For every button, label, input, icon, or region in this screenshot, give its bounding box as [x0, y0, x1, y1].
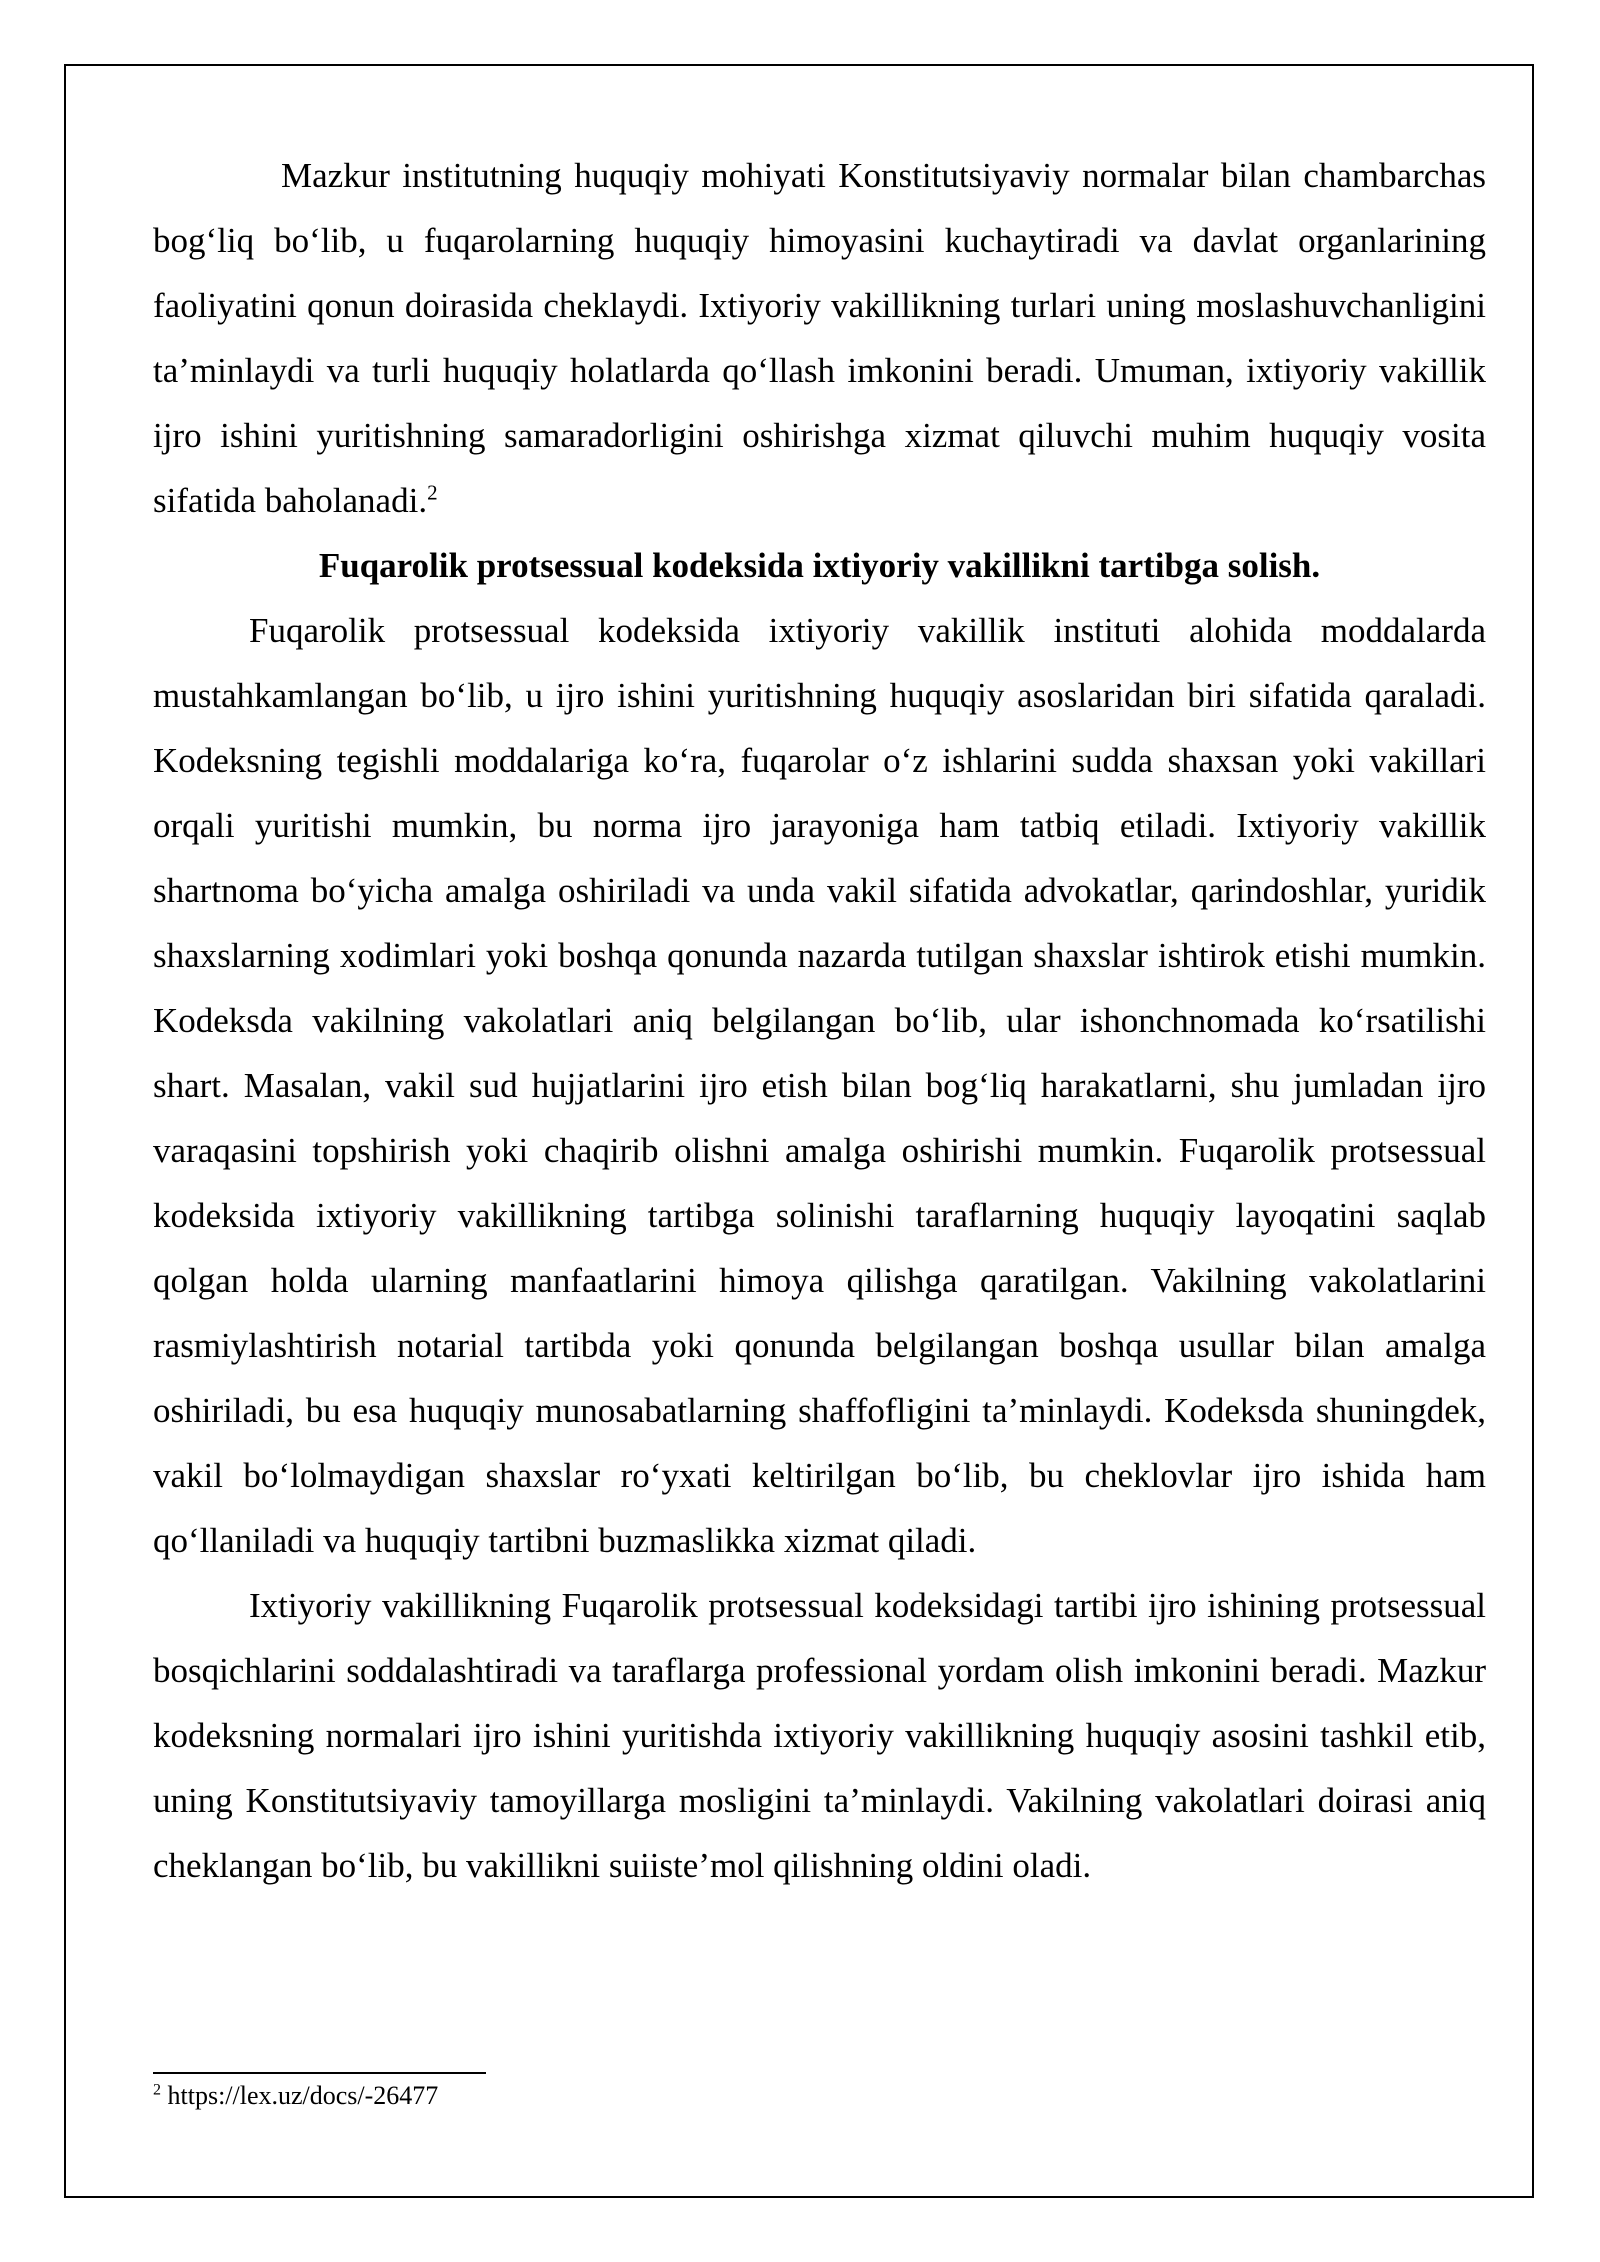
paragraph-2: Fuqarolik protsessual kodeksida ixtiyoriy vakillik instituti alohida moddalarda mustahkamlangan bo‘lib, u ijro ishini yuritishning huquqiy asoslaridan biri sifatida qaraladi. Kodeksning tegishli moddalariga ko‘ra, fuqarolar o‘z ishlarini sudda shaxsan yoki vakillari orqali yuritishi mumkin, bu norma ijro jarayoniga ham tatbiq etiladi. Ixtiyoriy vakillik shartnoma bo‘yicha amalga oshiriladi va unda vakil sifatida advokatlar, qarindoshlar, yuridik shaxslarning xodimlari yoki boshqa qonunda nazarda tutilgan shaxslar ishtirok etishi mumkin. Kodeksda vakilning vakolatlari aniq belgilangan bo‘lib, ular ishonchnomada ko‘rsatilishi shart. Masalan, vakil sud hujjatlarini ijro etish bilan bog‘liq harakatlarni, shu jumladan ijro varaqasini topshirish yoki chaqirib olishni amalga oshirishi mumkin. Fuqarolik protsessual kodeksida ixtiyoriy vakillikning tartibga solinishi taraflarning huquqiy layoqatini saqlab qolgan holda ularning manfaatlarini himoya qilishga qaratilgan. Vakilning vakolatlarini rasmiylashtirish notarial tartibda yoki qonunda belgilangan boshqa usullar bilan amalga oshiriladi, bu esa huquqiy munosabatlarning shaffofligini ta’minlaydi. Kodeksda shuningdek, vakil bo‘lolmaydigan shaxslar ro‘yxati keltirilgan bo‘lib, bu cheklovlar ijro ishida ham qo‘llaniladi va huquqiy tartibni buzmaslikka xizmat qiladi.: [153, 611, 1486, 1560]
paragraph-3: Ixtiyoriy vakillikning Fuqarolik protsessual kodeksidagi tartibi ijro ishining protsessual bosqichlarini soddalashtiradi va taraflarga professional yordam olish imkonini beradi. Mazkur kodeksning normalari ijro ishini yuritishda ixtiyoriy vakillikning huquqiy asosini tashkil etib, uning Konstitutsiyaviy tamoyillarga mosligini ta’minlaydi. Vakilning vakolatlari doirasi aniq cheklangan bo‘lib, bu vakillikni suiiste’mol qilishning oldini oladi.: [153, 1586, 1486, 1885]
footnote-number: 2: [153, 2081, 161, 2099]
document-body: [153, 143, 1486, 1898]
footnote: [153, 2080, 438, 2112]
paragraph-1: [153, 143, 1486, 533]
footnote-reference: 2: [427, 480, 438, 505]
section-heading: Fuqarolik protsessual kodeksida ixtiyoriy vakillikni tartibga solish.: [318, 546, 1321, 585]
paragraph-1-text: Mazkur institutning huquqiy mohiyati Konstitutsiyaviy normalar bilan chambarchas bog‘liq bo‘lib, u fuqarolarning huquqiy himoyasini kuchaytiradi va davlat organlarining faoliyatini qonun doirasida cheklaydi. Ixtiyoriy vakillikning turlari uning moslashuvchanligini ta’minlaydi va turli huquqiy holatlarda qo‘llash imkonini beradi. Umuman, ixtiyoriy vakillik ijro ishini yuritishning samaradorligini oshirishga xizmat qiluvchi muhim huquqiy vosita sifatida baholanadi.: [153, 156, 1486, 520]
footnote-separator: [153, 2072, 486, 2074]
footnote-text: https://lex.uz/docs/-26477: [161, 2081, 439, 2110]
